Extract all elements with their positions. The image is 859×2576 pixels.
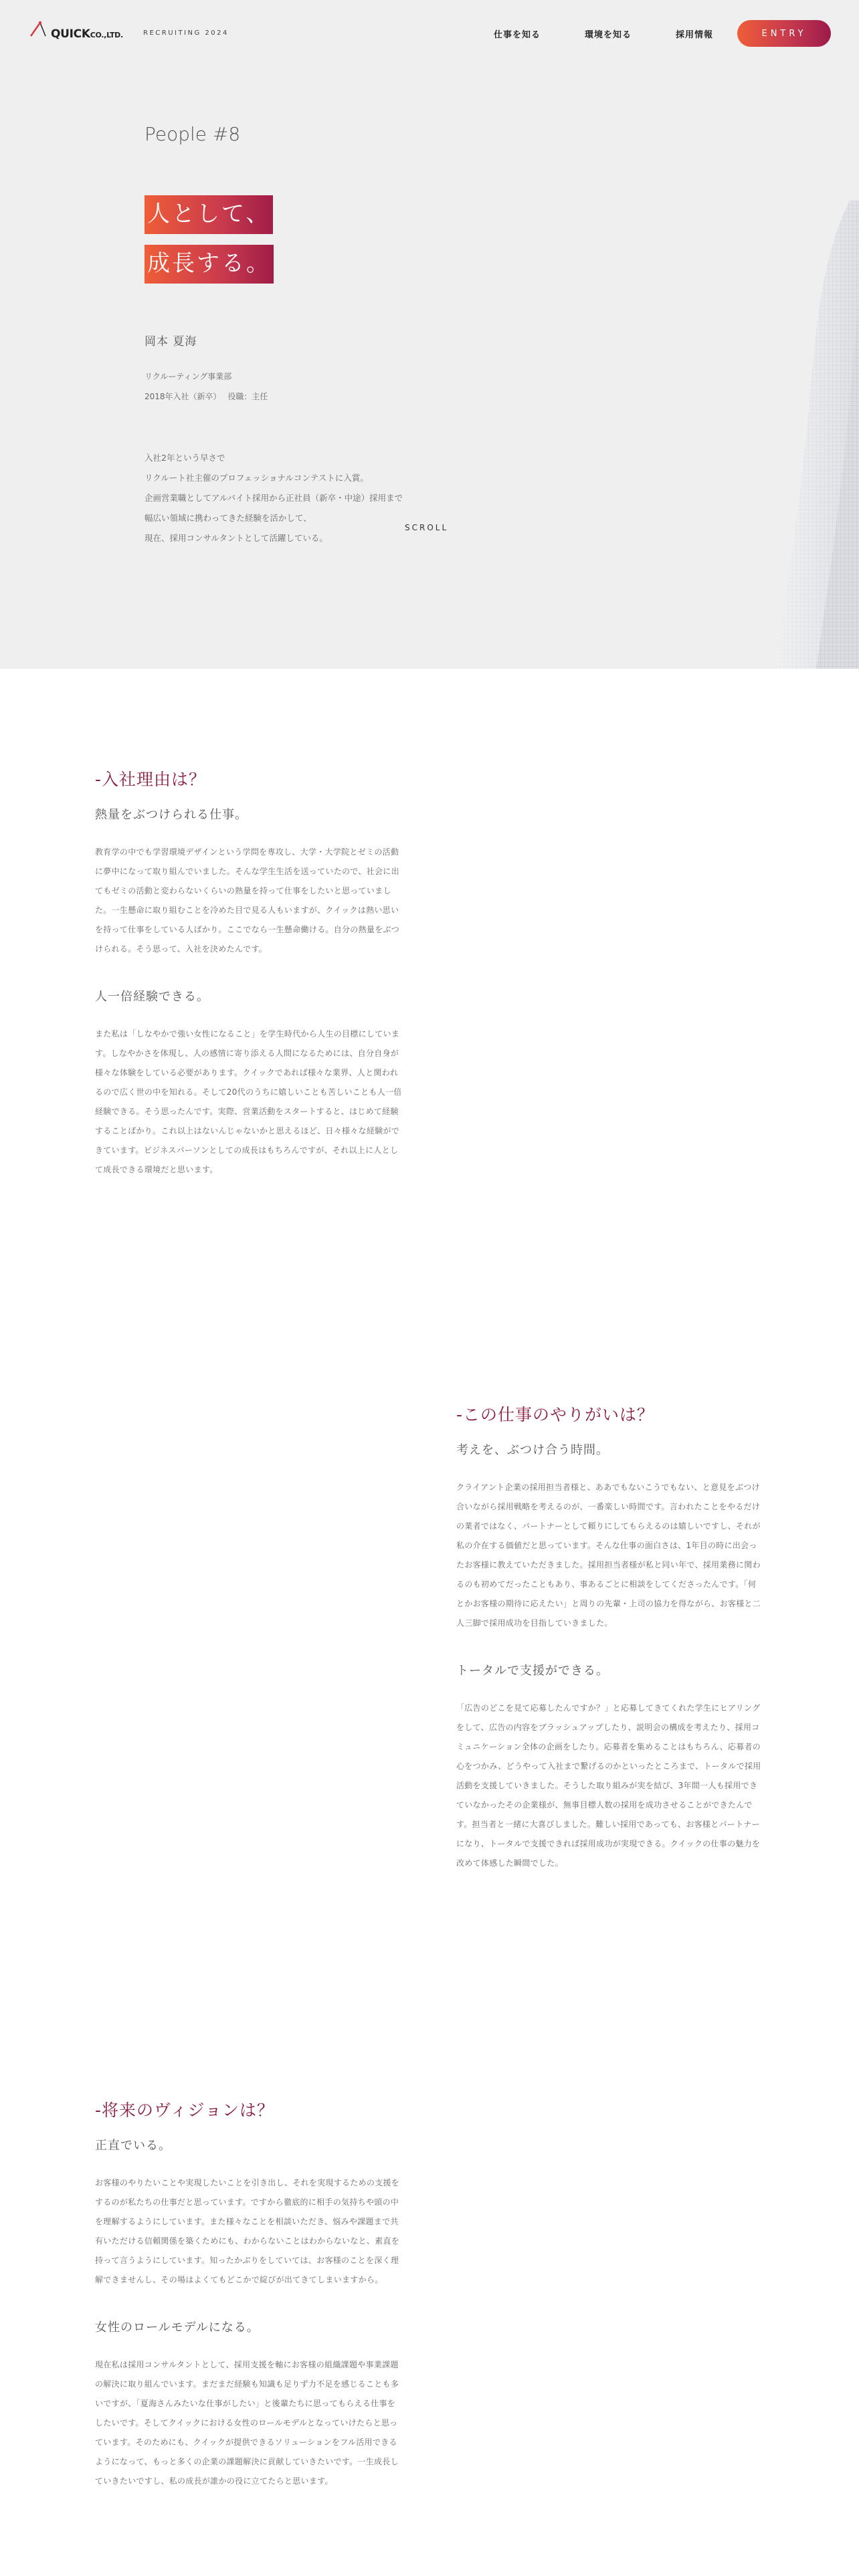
section-subtitle: トータルで支援ができる。: [456, 1664, 609, 1678]
people-number: People #8: [145, 123, 241, 145]
scroll-indicator[interactable]: SCROLL: [405, 523, 449, 532]
intro-line: 入社2年という早さで: [145, 453, 225, 463]
section-subtitle: 人一倍経験できる。: [95, 990, 209, 1004]
section-text: 現在私は採用コンサルタントとして、採用支援を軸にお客様の組織課題や事業課題の解決に取り組んでいます。まだまだ経験も知識も足りず力不足を感じることも多いですが、「夏海さんみたいな仕事がしたい」と後輩たちに思ってもらえる仕事をしたいです。そしてクイックにおける女性のロールモデルとなっていけたらと思っています。そのためにも、クイックが提供できるソリューションをフル活用できるようになって、もっと多くの企業の課題解決に貢献していきたいです。一生成長していきたいですし、私の成長が誰かの役に立てたらと思います。: [95, 2360, 399, 2486]
intro-line: 現在、採用コンサルタントとして活躍している。: [145, 533, 328, 543]
section-text: 教育学の中でも学習環境デザインという学問を専攻し、大学・大学院とゼミの活動に夢中になって取り組んでいました。そんな学生生活を送っていたので、社会に出てもゼミの活動と変わらないくらいの熱量を持って仕事をしたいと思っていました。一生懸命に取り組むことを冷めた目で見る人もいますが、クイックは熱い思いを持って仕事をしている人ばかり。ここでなら一生懸命働ける。自分の熱量をぶつけられる。そう思って、入社を決めたんです。: [95, 847, 400, 954]
person-intro: [145, 448, 403, 548]
intro-line: 企画営業職としてアルバイト採用から正社員（新卒・中途）採用まで: [145, 493, 403, 503]
person-name: 岡本 夏海: [145, 335, 197, 348]
nav-environment[interactable]: 環境を知る: [584, 29, 632, 40]
catch-copy: [145, 195, 274, 294]
intro-line: 幅広い領域に携わってきた経験を活かして、: [145, 513, 312, 523]
person-photo: [776, 201, 859, 669]
global-nav: [494, 20, 831, 47]
person-meta: 2018年入社（新卒） 役職：主任: [145, 392, 268, 401]
nav-work[interactable]: 仕事を知る: [493, 29, 541, 40]
logo-mark-icon: [28, 20, 48, 40]
section-title: -この仕事のやりがいは？: [456, 1405, 655, 1424]
section-vision: [95, 2097, 403, 2491]
section-reason: [95, 766, 403, 1180]
section-subtitle: 熱量をぶつけられる仕事。: [95, 808, 248, 822]
section-text: 「広告のどこを見て応募したんですか？」と応募してきてくれた学生にヒアリングをして、広告の内容をブラッシュアップしたり、説明会の構成を考えたり、採用コミュニケーション全体の企画をしたり。応募者を集めることはもちろん、応募者の心をつかみ、どうやって入社まで繋げるのかといったところまで、トータルで採用活動を支援していきました。そうした取り組みが実を結び、3年間一人も採用できていなかったその企業様が、無事目標人数の採用を成功させることができたんです。担当者と一緒に大喜びしました。難しい採用であっても、お客様とパートナーになり、トータルで支援できれば採用成功が実現できる。クイックの仕事の魅力を改めて体感した瞬間でした。: [456, 1703, 761, 1868]
person-department: リクルーティング事業部: [145, 372, 232, 381]
section-text: また私は「しなやかで強い女性になること」を学生時代から人生の目標にしています。しなやかさを体現し、人の感情に寄り添える人間になるためには、自分自身が様々な体験をしている必要があります。クイックであれば様々な業界、人と関われるので広く世の中を知れる。そして20代のうちに嬉しいことも苦しいことも人一倍経験できる。そう思ったんです。実際、営業活動をスタートすると、はじめて経験することばかり。これ以上はないんじゃないかと思えるほど、日々様々な経験ができています。ビジネスパーソンとしての成長はもちろんですが、それ以上に人として成長できる環境だと思います。: [95, 1029, 402, 1174]
hero-section: [0, 0, 859, 669]
nav-recruit-info[interactable]: 採用情報: [675, 29, 713, 40]
section-title: -入社理由は？: [95, 770, 207, 789]
entry-button[interactable]: ENTRY: [737, 20, 831, 47]
section-title: -将来のヴィジョンは？: [95, 2101, 275, 2120]
section-rewarding: [456, 1402, 764, 1873]
section-subtitle: 正直でいる。: [95, 2139, 171, 2153]
catch-line-1: 人として、: [145, 195, 273, 234]
logo-text: QUICKCO.,LTD.: [51, 27, 123, 41]
section-text: クライアント企業の採用担当者様と、ああでもないこうでもない、と意見をぶつけ合いながら採用戦略を考えるのが、一番楽しい時間です。言われたことをやるだけの業者ではなく、パートナーとして頼りにしてもらえるのは嬉しいですし、それが私の介在する価値だと思っています。そんな仕事の面白さは、1年目の時に出会ったお客様に教えていただきました。採用担当者様が私と同い年で、採用業務に関わるのも初めてだったこともあり、事あるごとに相談をしてくださったんです。「何とかお客様の期待に応えたい」と周りの先輩・上司の協力を得ながら、お客様と二人三脚で採用成功を目指していきました。: [456, 1483, 761, 1628]
intro-line: リクルート社主催のプロフェッショナルコンテストに入賞。: [145, 473, 369, 483]
site-header: [0, 0, 859, 67]
catch-line-2: 成長する。: [145, 245, 274, 284]
section-subtitle: 女性のロールモデルになる。: [95, 2321, 260, 2335]
section-text: お客様のやりたいことや実現したいことを引き出し、それを実現するための支援をするのが私たちの仕事だと思っています。ですから徹底的に相手の気持ちや頭の中を理解するようにしています。また様々なことを相談いただき、悩みや課題まで共有いただける信頼関係を築くためにも、わからないことはわからないなと、素直を持って言うようにしています。知ったかぶりをしていては、お客様のことを深く理解できませんし、その場はよくてもどこかで綻びが出てきてしまいますから。: [95, 2178, 400, 2284]
section-subtitle: 考えを、ぶつけ合う時間。: [456, 1443, 609, 1457]
recruiting-label: RECRUITING 2024: [143, 29, 229, 37]
logo[interactable]: [28, 20, 123, 40]
